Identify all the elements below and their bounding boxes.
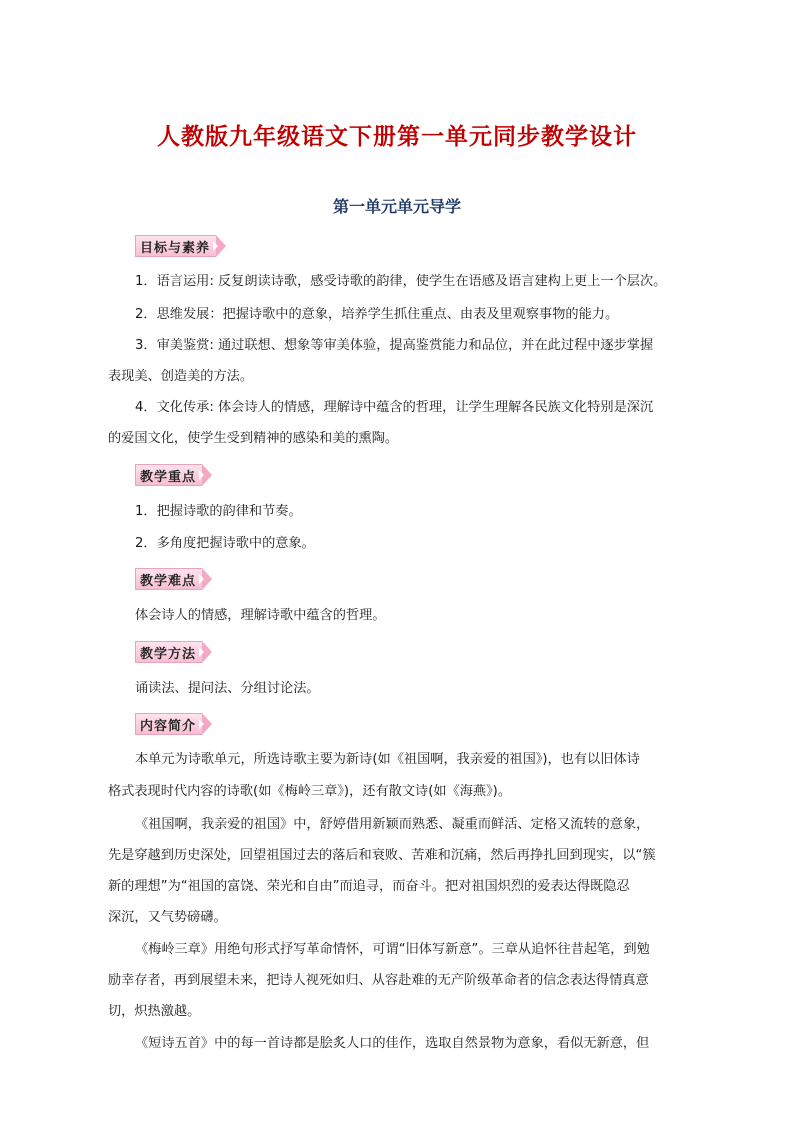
paragraph-line: 3．审美鉴赏: 通过联想、想象等审美体验，提高鉴赏能力和品位，并在此过程中逐步掌握 bbox=[135, 338, 654, 353]
paragraph-line: 励幸存者，再到展望未来，把诗人视死如归、从容赴难的无产阶级革命者的信念表达得情真意 bbox=[108, 973, 649, 988]
section-heading: 教学难点 bbox=[135, 568, 202, 590]
arrow-icon bbox=[202, 568, 212, 590]
section-heading: 教学重点 bbox=[135, 464, 202, 486]
section-heading: 内容简介 bbox=[135, 713, 202, 735]
paragraph-line: 先是穿越到历史深处，回望祖国过去的落后和衰败、苦难和沉痛，然后再挣扎回到现实，以“簇 bbox=[108, 848, 656, 863]
section-tag-intro bbox=[135, 713, 212, 735]
section-heading: 目标与素养 bbox=[135, 235, 216, 257]
paragraph-line: 4．文化传承: 体会诗人的情感，理解诗中蕴含的哲理，让学生理解各民族文化特别是深沉 bbox=[135, 400, 654, 415]
section-tag-goals bbox=[135, 235, 226, 257]
paragraph-line: 深沉，又气势磅礴。 bbox=[108, 910, 227, 925]
paragraph-line: 新的理想”为“祖国的富饶、荣光和自由”而追寻，而奋斗。把对祖国炽烈的爱表达得既隐忍 bbox=[108, 879, 630, 894]
paragraph-line: 1．语言运用: 反复朗读诗歌，感受诗歌的韵律，使学生在语感及语言建构上更上一个层次。 bbox=[135, 274, 667, 289]
paragraph-line: 2．思维发展：把握诗歌中的意象，培养学生抓住重点、由表及里观察事物的能力。 bbox=[135, 307, 619, 322]
paragraph-line: 的爱国文化，使学生受到精神的感染和美的熏陶。 bbox=[108, 431, 399, 446]
arrow-icon bbox=[216, 235, 226, 257]
document-title: 人教版九年级语文下册第一单元同步教学设计 bbox=[157, 123, 637, 150]
paragraph-line: 表现美、创造美的方法。 bbox=[108, 369, 254, 384]
paragraph-line: 2．多角度把握诗歌中的意象。 bbox=[135, 536, 315, 551]
paragraph-line: 体会诗人的情感，理解诗歌中蕴含的哲理。 bbox=[135, 608, 386, 623]
paragraph-line: 切，炽热激越。 bbox=[108, 1004, 201, 1019]
paragraph-line: 《梅岭三章》用绝句形式抒写革命情怀，可谓“旧体写新意”。三章从追怀往昔起笔，到勉 bbox=[135, 942, 650, 957]
paragraph-line: 《短诗五首》中的每一首诗都是脍炙人口的佳作，选取自然景物为意象，看似无新意，但 bbox=[135, 1036, 650, 1051]
section-tag-difficulties bbox=[135, 568, 212, 590]
arrow-icon bbox=[202, 713, 212, 735]
section-tag-key-points bbox=[135, 464, 212, 486]
paragraph-line: 诵读法、提问法、分组讨论法。 bbox=[135, 681, 320, 696]
paragraph-line: 1．把握诗歌的韵律和节奏。 bbox=[135, 504, 302, 519]
paragraph-line: 格式表现时代内容的诗歌(如《梅岭三章》)，还有散文诗(如《海燕》)。 bbox=[108, 784, 512, 799]
paragraph-line: 本单元为诗歌单元，所选诗歌主要为新诗(如《祖国啊，我亲爱的祖国》)，也有以旧体诗 bbox=[135, 752, 640, 767]
unit-title: 第一单元单元导学 bbox=[332, 197, 461, 216]
paragraph-line: 《祖国啊，我亲爱的祖国》中，舒婷借用新颖而熟悉、凝重而鲜活、定格又流转的意象， bbox=[135, 817, 650, 832]
arrow-icon bbox=[202, 464, 212, 486]
section-tag-methods bbox=[135, 641, 212, 663]
arrow-icon bbox=[202, 641, 212, 663]
section-heading: 教学方法 bbox=[135, 641, 202, 663]
